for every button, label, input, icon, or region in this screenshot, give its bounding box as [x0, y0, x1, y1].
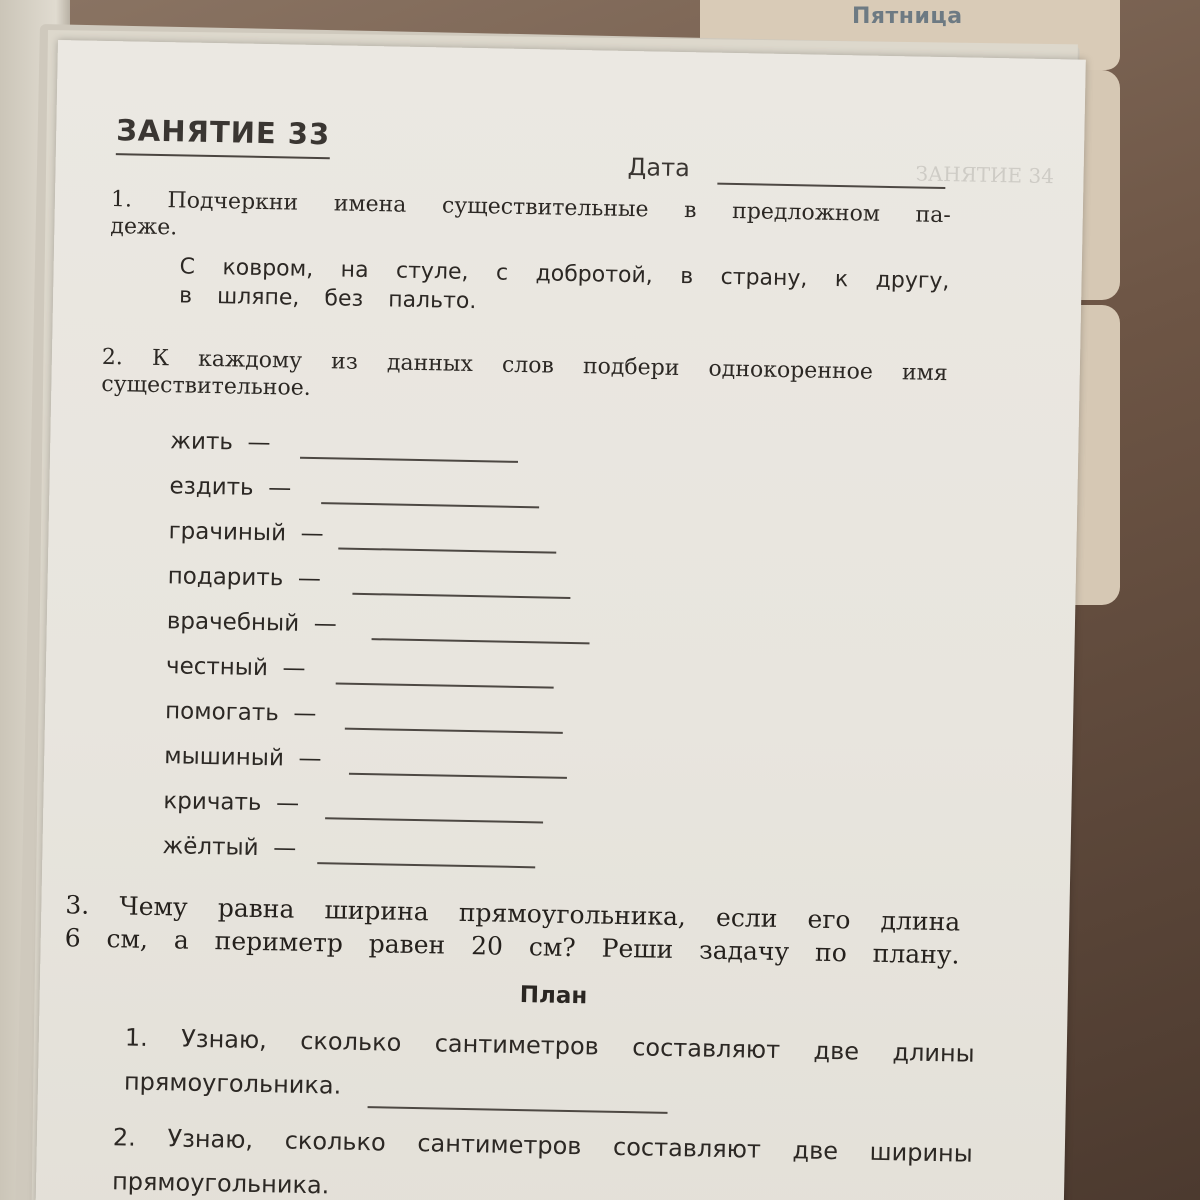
answer-line[interactable]	[325, 817, 543, 823]
word-row: подарить —	[167, 563, 322, 593]
plan-answer-line[interactable]	[368, 1106, 668, 1114]
date-line[interactable]	[717, 183, 945, 189]
word-row: врачебный —	[166, 608, 338, 638]
answer-line[interactable]	[317, 862, 535, 868]
task1-phrases	[179, 254, 950, 323]
answer-line[interactable]	[300, 457, 518, 463]
task2-line1: 2. К каждому из данных слов подбери однокоренное имя	[101, 344, 948, 387]
plan-title: План	[519, 982, 588, 1010]
lesson-title: ЗАНЯТИЕ 33	[116, 113, 331, 159]
task3-line1: 3. Чему равна ширина прямоугольника, если его длина	[65, 890, 961, 937]
plan-item-1-line1: 1. Узнаю, сколько сантиметров составляют две длины	[124, 1023, 975, 1068]
word-row: помогать —	[164, 698, 317, 728]
workbook-page	[35, 40, 1086, 1200]
phrases-line1: С ковром, на стуле, с добротой, в страну, к другу,	[179, 254, 950, 295]
task2-line2: существительное.	[101, 371, 311, 401]
answer-line[interactable]	[372, 638, 590, 644]
answer-line[interactable]	[338, 547, 556, 553]
word-row: жёлтый —	[162, 833, 297, 862]
date-label: Дата	[627, 152, 691, 183]
answer-line[interactable]	[336, 682, 554, 688]
plan-item-2-line1: 2. Узнаю, сколько сантиметров составляют две ширины	[112, 1123, 973, 1168]
phrases-line2: в шляпе, без пальто.	[178, 283, 477, 315]
word-row: честный —	[165, 653, 306, 682]
task2-text	[101, 345, 948, 413]
answer-line[interactable]	[321, 502, 539, 508]
folder-tab-label: Пятница	[852, 4, 963, 29]
plan-item-1	[124, 1023, 975, 1111]
answer-line[interactable]	[352, 593, 570, 599]
task1-text	[110, 187, 951, 255]
word-row: ездить —	[169, 473, 292, 502]
answer-line[interactable]	[349, 773, 567, 779]
word-row: жить —	[170, 428, 271, 457]
plan-item-1-line2: прямоугольника.	[123, 1067, 342, 1100]
answer-line[interactable]	[345, 728, 563, 734]
word-row: грачиный —	[168, 518, 324, 548]
word-row: мышиный —	[164, 743, 322, 773]
show-through-text: ЗАНЯТИЕ 34	[915, 161, 1055, 189]
plan-item-2-line2: прямоугольника.	[111, 1167, 330, 1200]
word-row: кричать —	[163, 788, 300, 817]
task1-line1: 1. Подчеркни имена существительные в предложном па-	[110, 187, 952, 229]
task3-text	[64, 890, 960, 969]
task1-line2: деже.	[110, 214, 178, 241]
plan-item-2	[112, 1123, 973, 1200]
task3-line2: 6 см, а периметр равен 20 см? Реши задачу по плану.	[64, 923, 960, 970]
